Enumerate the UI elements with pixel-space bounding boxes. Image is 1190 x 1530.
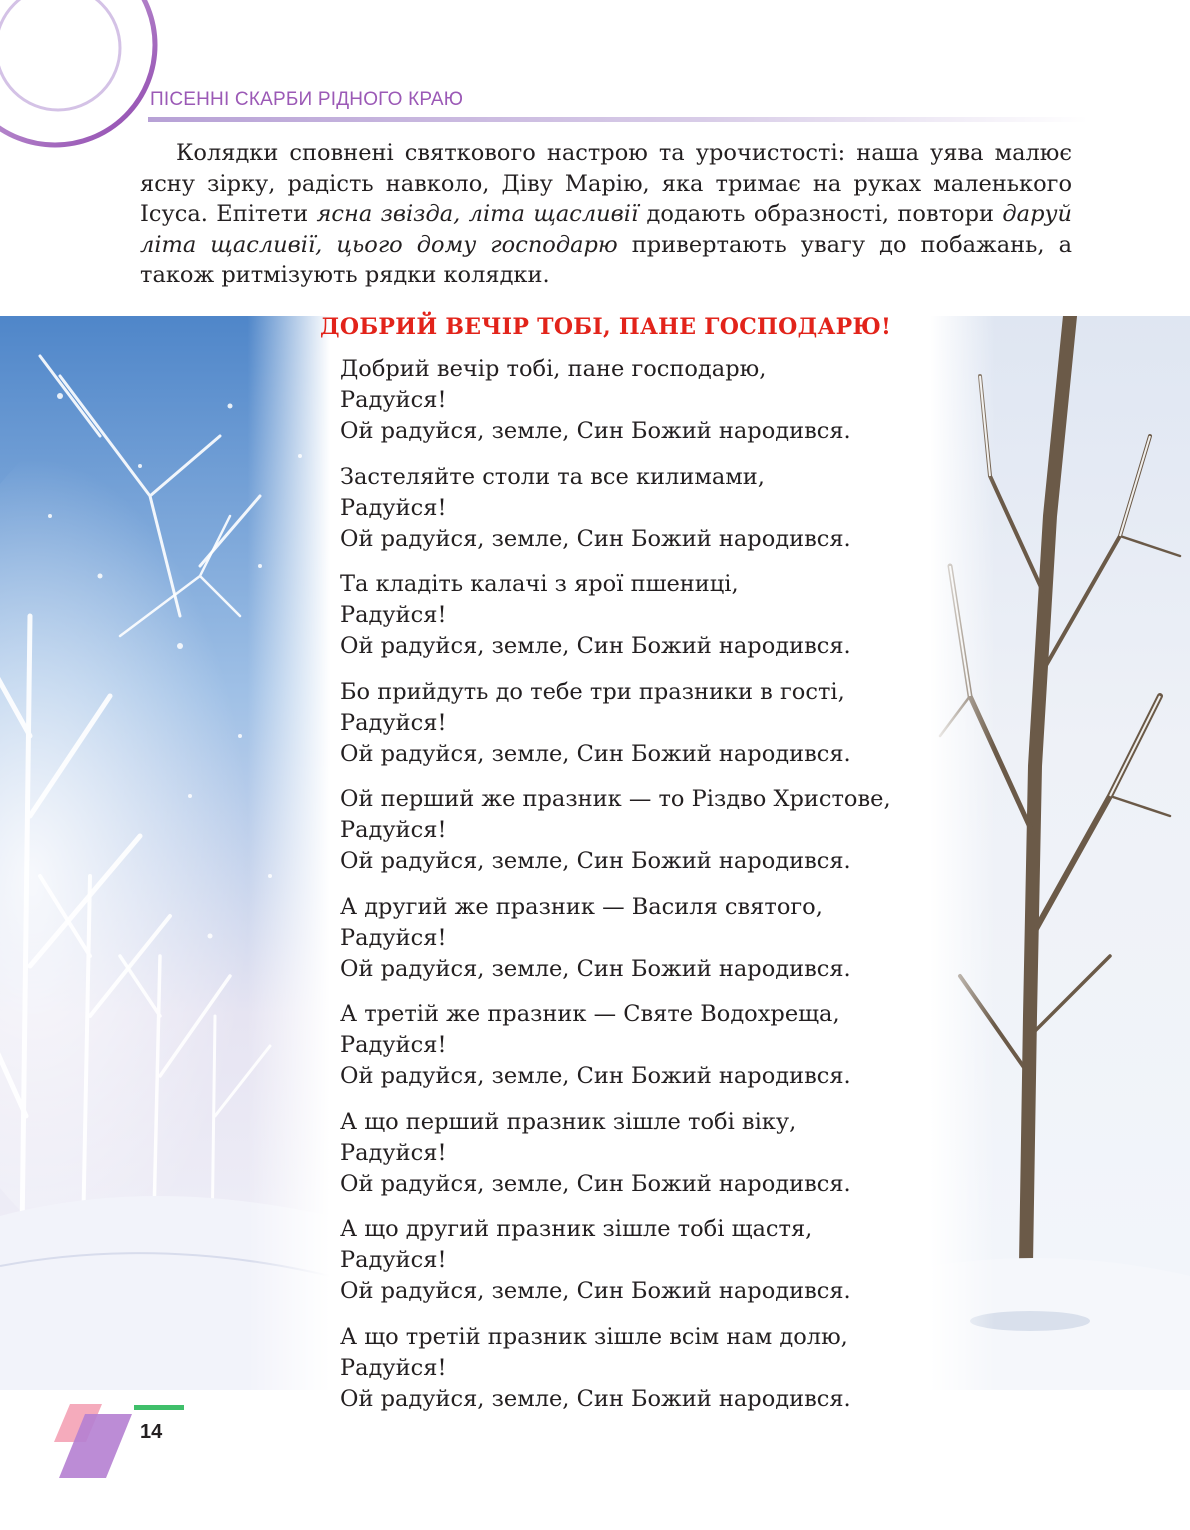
- header-arc-decoration: [0, 0, 170, 160]
- intro-paragraph: [140, 138, 1072, 291]
- poem-body: [340, 354, 930, 1429]
- snowy-tree-image: [930, 316, 1190, 1390]
- stanza-line: Радуйся!: [340, 817, 447, 843]
- stanza-line: Бо прийдуть до тебе три празники в гості,: [340, 678, 845, 705]
- stanza-line: Та кладіть калачі з ярої пшениці,: [340, 571, 739, 597]
- stanza-line: Ой радуйся, земле, Син Божий народився.: [340, 740, 851, 767]
- intro-text-2: додають образності, повтори: [638, 201, 1003, 227]
- stanza-line: Ой радуйся, земле, Син Божий народився.: [340, 418, 851, 444]
- stanza-line: Ой радуйся, земле, Син Божий народився.: [340, 955, 851, 982]
- stanza-line: Радуйся!: [340, 1139, 447, 1166]
- stanza-10: [340, 1322, 930, 1415]
- stanza-9: [340, 1214, 930, 1307]
- stanza-5: [340, 784, 930, 877]
- stanza-line: Радуйся!: [340, 1247, 447, 1273]
- page-number: 14: [140, 1421, 163, 1443]
- stanza-line: Радуйся!: [340, 1032, 447, 1058]
- intro-italic-2: даруй літа щасливії, цього дому господарю: [140, 201, 1073, 258]
- section-title: ПІСЕННІ СКАРБИ РІДНОГО КРАЮ: [150, 89, 464, 110]
- stanza-line: Ой радуйся, земле, Син Божий народився.: [340, 1385, 851, 1412]
- stanza-3: [340, 569, 930, 662]
- intro-text-1: Колядки сповнені святкового настрою та урочистості: наша уява малює ясну зірку, радість навколо, Діву Марію, яка тримає на руках маленького Ісуса. Епітети: [140, 140, 1072, 227]
- stanza-line: А третій же празник — Святе Водохреща,: [340, 1001, 840, 1027]
- stanza-line: Ой радуйся, земле, Син Божий народився.: [340, 633, 851, 659]
- stanza-line: Радуйся!: [340, 1354, 447, 1381]
- header-rule: [148, 117, 1088, 122]
- stanza-line: Ой радуйся, земле, Син Божий народився.: [340, 1063, 851, 1089]
- stanza-line: Ой радуйся, земле, Син Божий народився.: [340, 848, 851, 874]
- stanza-line: А що перший празник зішле тобі віку,: [340, 1108, 797, 1135]
- stanza-1: [340, 354, 930, 447]
- stanza-line: А що другий празник зішле тобі щастя,: [340, 1216, 813, 1242]
- stanza-line: Радуйся!: [340, 709, 447, 736]
- intro-italic-1: ясна звізда, літа щасливії: [316, 201, 639, 227]
- stanza-line: Ой радуйся, земле, Син Божий народився.: [340, 525, 851, 552]
- stanza-line: А що третій празник зішле всім нам долю,: [340, 1323, 848, 1350]
- stanza-line: Радуйся!: [340, 494, 447, 521]
- stanza-line: Ой радуйся, земле, Син Божий народився.: [340, 1170, 851, 1197]
- stanza-7: [340, 999, 930, 1092]
- stanza-2: [340, 462, 930, 555]
- stanza-8: [340, 1107, 930, 1200]
- stanza-line: Радуйся!: [340, 602, 447, 628]
- winter-forest-image: [0, 316, 330, 1390]
- stanza-line: Радуйся!: [340, 387, 447, 413]
- poem-title: ДОБРИЙ ВЕЧІР ТОБІ, ПАНЕ ГОСПОДАРЮ!: [320, 314, 892, 340]
- stanza-4: [340, 677, 930, 770]
- stanza-line: А другий же празник — Василя святого,: [340, 893, 823, 920]
- footer-parallelogram-decoration: [50, 1402, 190, 1482]
- stanza-line: Добрий вечір тобі, пане господарю,: [340, 356, 767, 382]
- stanza-6: [340, 892, 930, 985]
- stanza-line: Ой радуйся, земле, Син Божий народився.: [340, 1278, 851, 1304]
- stanza-line: Застеляйте столи та все килимами,: [340, 463, 765, 490]
- intro-text-3: привертають увагу до побажань, а також ритмізують рядки колядки.: [140, 231, 1072, 288]
- stanza-line: Ой перший же празник — то Різдво Христове,: [340, 786, 891, 812]
- stanza-line: Радуйся!: [340, 924, 447, 951]
